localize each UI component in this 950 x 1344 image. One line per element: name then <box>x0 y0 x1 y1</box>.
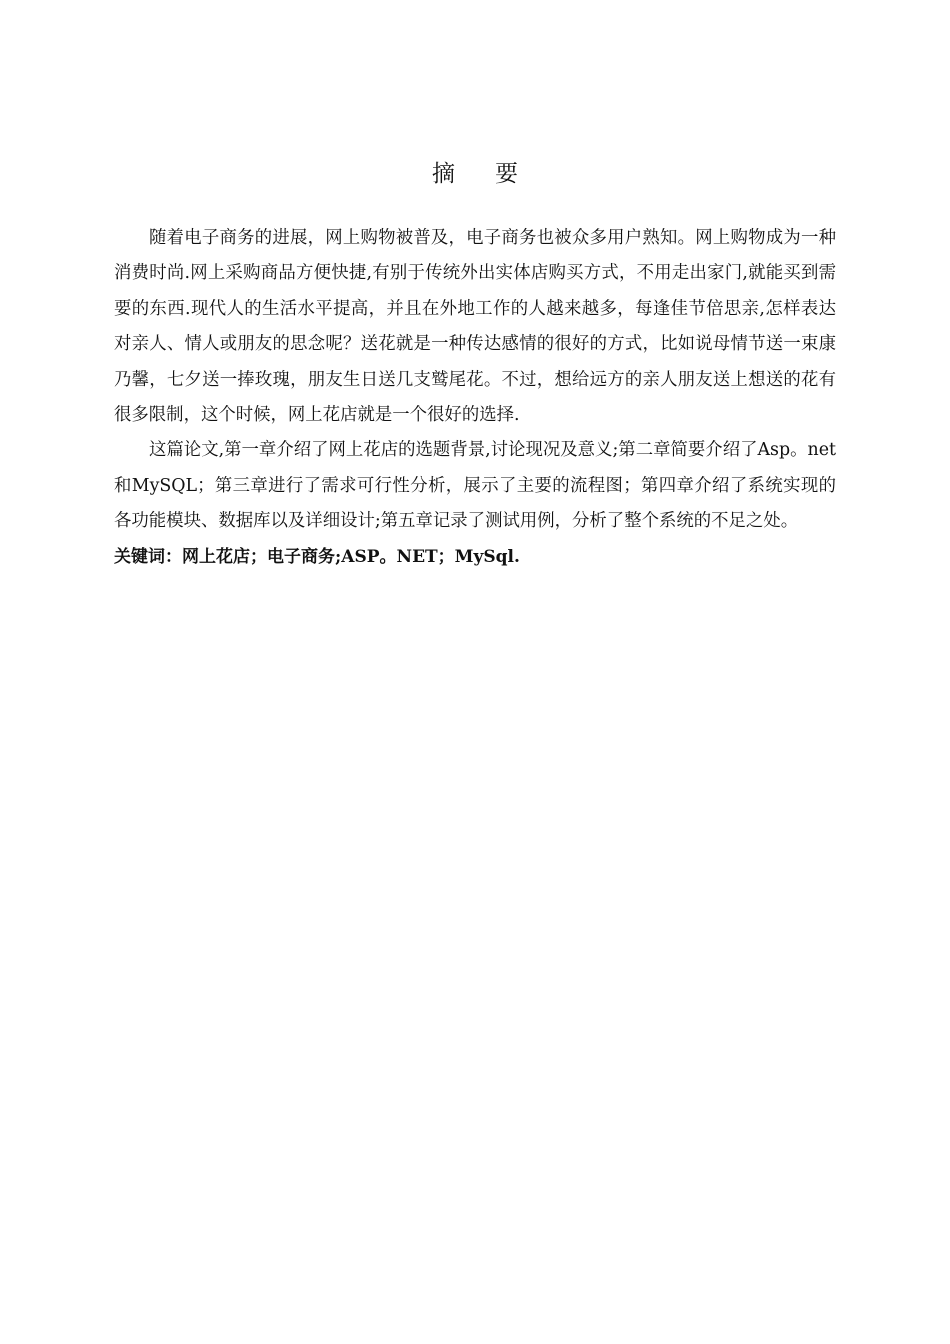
keywords-line: 关键词：网上花店；电子商务;ASP。NET；MySql. <box>114 546 520 567</box>
abstract-body <box>114 221 836 575</box>
abstract-paragraph-2: 这篇论文,第一章介绍了网上花店的选题背景,讨论现况及意义;第二章简要介绍了Asp。net和MySQL；第三章进行了需求可行性分析，展示了主要的流程图；第四章介绍了系统实现的各功能模块、数据库以及详细设计;第五章记录了测试用例，分析了整个系统的不足之处。 <box>114 440 836 532</box>
abstract-paragraph-1: 随着电子商务的进展，网上购物被普及，电子商务也被众多用户熟知。网上购物成为一种消费时尚.网上采购商品方便快捷,有别于传统外出实体店购买方式，不用走出家门,就能买到需要的东西.现代人的生活水平提高，并且在外地工作的人越来越多，每逢佳节倍思亲,怎样表达对亲人、情人或朋友的思念呢？送花就是一种传达感情的很好的方式，比如说母情节送一束康乃馨，七夕送一捧玫瑰，朋友生日送几支鹫尾花。不过，想给远方的亲人朋友送上想送的花有很多限制，这个时候，网上花店就是一个很好的选择. <box>114 228 836 426</box>
abstract-title: 摘要 <box>432 161 558 187</box>
